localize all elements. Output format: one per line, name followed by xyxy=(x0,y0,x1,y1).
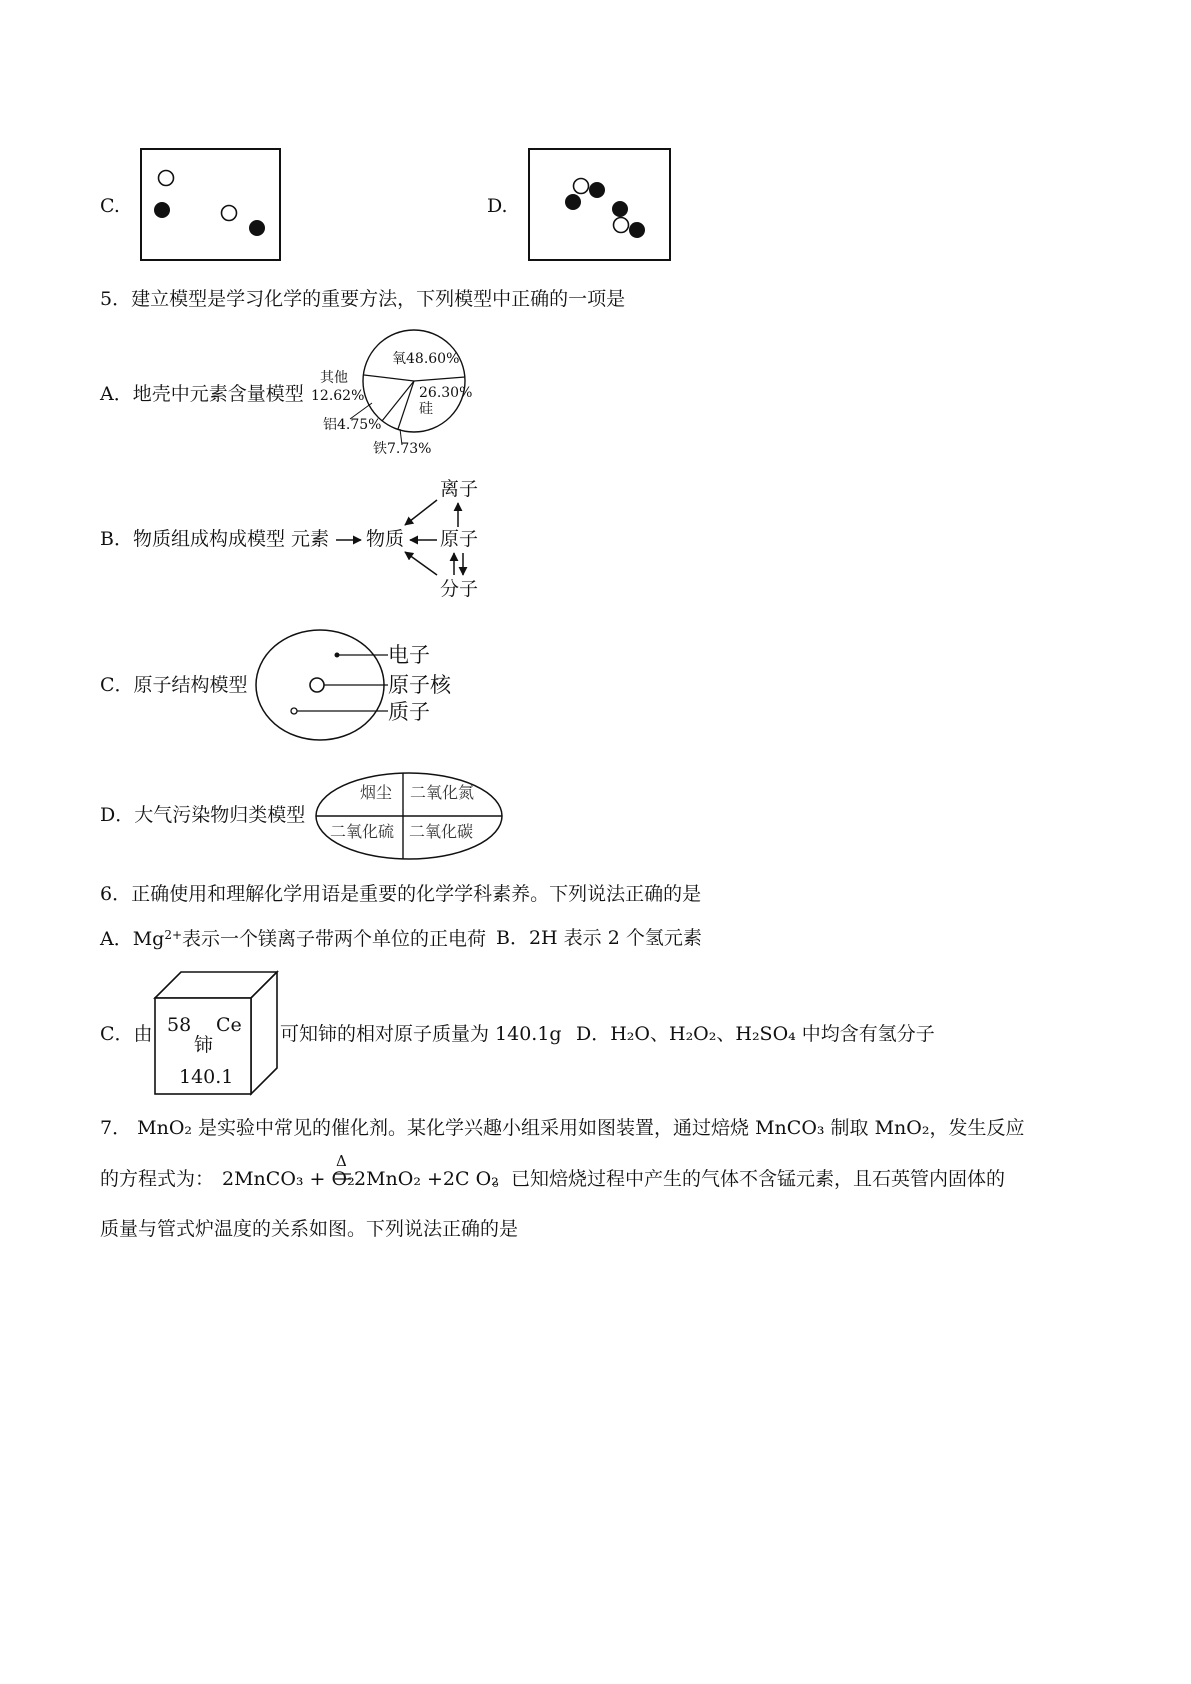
pie-label-other-pct: 12.62% xyxy=(311,388,365,404)
q7-line-2-prefix: 的方程式为： xyxy=(100,1168,215,1190)
cerium-name: 铈 xyxy=(194,1034,214,1056)
pie-label-iron: 铁7.73% xyxy=(373,441,432,457)
cerium-number: 58 xyxy=(167,1014,192,1036)
q7-line-1: 7． MnO₂ 是实验中常见的催化剂。某化学兴趣小组采用如图装置，通过焙烧 MnCO₃ 制取 MnO₂，发生反应 xyxy=(100,1117,1025,1139)
cerium-symbol: Ce xyxy=(216,1014,242,1036)
q7-equation-equals xyxy=(334,1172,352,1182)
q6-option-c-prefix: C．由 xyxy=(100,1023,153,1045)
q5-option-d-label: D．大气污染物归类模型 xyxy=(100,804,306,826)
cerium-mass: 140.1 xyxy=(179,1066,234,1088)
q5-option-a-label: A．地壳中元素含量模型 xyxy=(100,383,304,405)
q4-option-d-label: D. xyxy=(487,195,508,217)
q6-a-text: 表示一个镁离子带两个单位的正电荷 xyxy=(182,928,487,950)
pie-label-other: 其他 xyxy=(320,370,348,386)
pollutant-cell-4: 二氧化碳 xyxy=(409,822,474,841)
atom-label-electron: 电子 xyxy=(388,643,430,667)
q6-a-charge: 2+ xyxy=(164,928,183,942)
b-element: 元素 xyxy=(291,528,330,550)
q5-option-b-label: B．物质组成构成模型 xyxy=(100,528,285,550)
pie-label-silicon: 硅 xyxy=(419,401,433,417)
pie-label-aluminium: 铝4.75% xyxy=(323,417,382,433)
q5-stem: 5．建立模型是学习化学的重要方法，下列模型中正确的一项是 xyxy=(100,288,626,310)
q6-option-a xyxy=(100,929,486,949)
q6-option-c-suffix: 可知铈的相对原子质量为 140.1g xyxy=(280,1023,562,1045)
q6-a-prefix: A．Mg xyxy=(100,928,165,950)
pollutant-cell-3: 二氧化硫 xyxy=(330,822,395,841)
q7-line-3: 质量与管式炉温度的关系如图。下列说法正确的是 xyxy=(100,1218,519,1240)
q7-equation-left: 2MnCO₃ + O₂ xyxy=(222,1168,355,1190)
q5-option-c-label: C．原子结构模型 xyxy=(100,674,248,696)
pollutant-cell-1: 烟尘 xyxy=(360,783,393,802)
b-ion: 离子 xyxy=(440,478,479,500)
atom-label-proton: 质子 xyxy=(388,700,430,724)
atom-structure-diagram xyxy=(253,627,393,743)
q7-equation-right: 2MnO₂ +2C O₂ xyxy=(354,1168,499,1190)
q6-stem: 6．正确使用和理解化学用语是重要的化学学科素养。下列说法正确的是 xyxy=(100,883,702,905)
atom-label-nucleus: 原子核 xyxy=(388,673,451,697)
q4-option-c-label: C. xyxy=(100,195,120,217)
q6-option-d: D．H₂O、H₂O₂、H₂SO₄ 中均含有氢分子 xyxy=(576,1023,935,1045)
q7-equation-delta: Δ xyxy=(336,1152,347,1170)
b-substance: 物质 xyxy=(366,528,405,550)
pie-label-silicon-pct: 26.30% xyxy=(419,385,473,401)
b-molecule: 分子 xyxy=(440,578,479,600)
q7-line-2-suffix: 。已知焙烧过程中产生的气体不含锰元素，且石英管内固体的 xyxy=(492,1168,1006,1190)
q6-option-b: B．2H 表示 2 个氢元素 xyxy=(496,927,702,949)
pollutant-cell-2: 二氧化氮 xyxy=(410,783,475,802)
b-atom: 原子 xyxy=(440,528,479,550)
pie-label-oxygen: 氧48.60% xyxy=(392,351,460,367)
